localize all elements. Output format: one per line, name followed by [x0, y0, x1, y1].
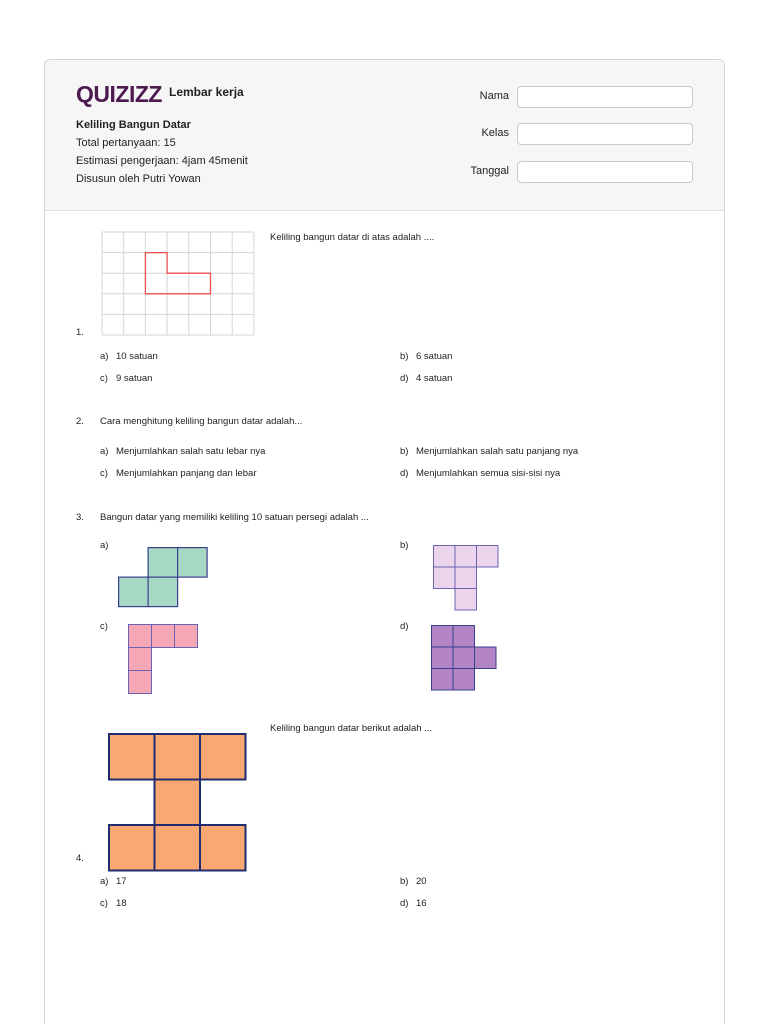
q3-option-a[interactable]: a)	[100, 540, 109, 551]
q1-option-b[interactable]: b) 6 satuan	[400, 351, 453, 362]
unit-square	[152, 625, 175, 648]
q2-text: Cara menghitung keliling bangun datar adalah...	[100, 416, 303, 427]
q3-option-c-shape	[128, 624, 198, 684]
unit-square	[432, 669, 454, 691]
unit-square	[434, 567, 456, 589]
q3-option-b-shape	[433, 545, 499, 603]
q2-option-a[interactable]: a) Menjumlahkan salah satu lebar nya	[100, 446, 266, 457]
q3-number: 3.	[76, 512, 84, 523]
unit-square	[178, 548, 208, 578]
q4-option-d[interactable]: d) 16	[400, 898, 427, 909]
unit-square	[455, 546, 477, 568]
unit-square	[475, 647, 497, 669]
worksheet-header	[45, 60, 724, 211]
unit-square	[148, 577, 178, 607]
q4-figure	[108, 733, 246, 851]
unit-square	[129, 625, 152, 648]
q1-grid-figure	[102, 232, 256, 336]
q4-option-a[interactable]: a) 17	[100, 876, 127, 887]
q3-option-d-shape	[431, 625, 497, 685]
q1-option-c[interactable]: c) 9 satuan	[100, 373, 153, 384]
unit-square	[109, 825, 155, 871]
unit-square	[453, 669, 475, 691]
q1-option-a[interactable]: a) 10 satuan	[100, 351, 158, 362]
class-label: Kelas	[481, 127, 509, 139]
unit-square	[432, 647, 454, 669]
unit-square	[434, 546, 456, 568]
q3-option-a-shape	[118, 547, 208, 599]
author: Disusun oleh Putri Yowan	[76, 173, 201, 185]
date-field[interactable]	[517, 161, 693, 183]
estimated-time: Estimasi pengerjaan: 4jam 45menit	[76, 155, 248, 167]
unit-square	[477, 546, 499, 568]
unit-square	[432, 626, 454, 648]
unit-square	[453, 647, 475, 669]
q2-number: 2.	[76, 416, 84, 427]
unit-square	[155, 825, 201, 871]
worksheet-page	[44, 59, 725, 1024]
unit-square	[155, 734, 201, 780]
name-label: Nama	[479, 90, 509, 102]
unit-square	[455, 567, 477, 589]
worksheet-type-label: Lembar kerja	[169, 85, 244, 99]
unit-square	[175, 625, 198, 648]
q2-option-c[interactable]: c) Menjumlahkan panjang dan lebar	[100, 468, 257, 479]
q1-option-d[interactable]: d) 4 satuan	[400, 373, 453, 384]
q1-number: 1.	[76, 327, 84, 338]
q4-text: Keliling bangun datar berikut adalah ...	[270, 723, 433, 734]
svg-text:QUIZIZZ: QUIZIZZ	[76, 81, 162, 107]
unit-square	[148, 548, 178, 578]
total-questions: Total pertanyaan: 15	[76, 137, 176, 149]
q2-option-b[interactable]: b) Menjumlahkan salah satu panjang nya	[400, 446, 579, 457]
unit-square	[129, 671, 152, 694]
worksheet-title: Keliling Bangun Datar	[76, 119, 191, 131]
unit-square	[119, 577, 149, 607]
q4-option-b[interactable]: b) 20	[400, 876, 427, 887]
unit-square	[200, 825, 246, 871]
q4-option-c[interactable]: c) 18	[100, 898, 127, 909]
q3-option-c[interactable]: c)	[100, 621, 108, 632]
q2-option-d[interactable]: d) Menjumlahkan semua sisi-sisi nya	[400, 468, 561, 479]
name-field[interactable]	[517, 86, 693, 108]
quizizz-logo	[76, 80, 166, 106]
unit-square	[455, 589, 477, 611]
unit-square	[109, 734, 155, 780]
class-field[interactable]	[517, 123, 693, 145]
date-label: Tanggal	[470, 165, 509, 177]
unit-square	[200, 734, 246, 780]
q3-option-d[interactable]: d)	[400, 621, 409, 632]
q3-option-b[interactable]: b)	[400, 540, 409, 551]
q1-text: Keliling bangun datar di atas adalah ....	[270, 232, 435, 243]
unit-square	[155, 780, 201, 826]
q4-number: 4.	[76, 853, 84, 864]
q3-text: Bangun datar yang memiliki keliling 10 satuan persegi adalah ...	[100, 512, 369, 523]
unit-square	[129, 648, 152, 671]
unit-square	[453, 626, 475, 648]
